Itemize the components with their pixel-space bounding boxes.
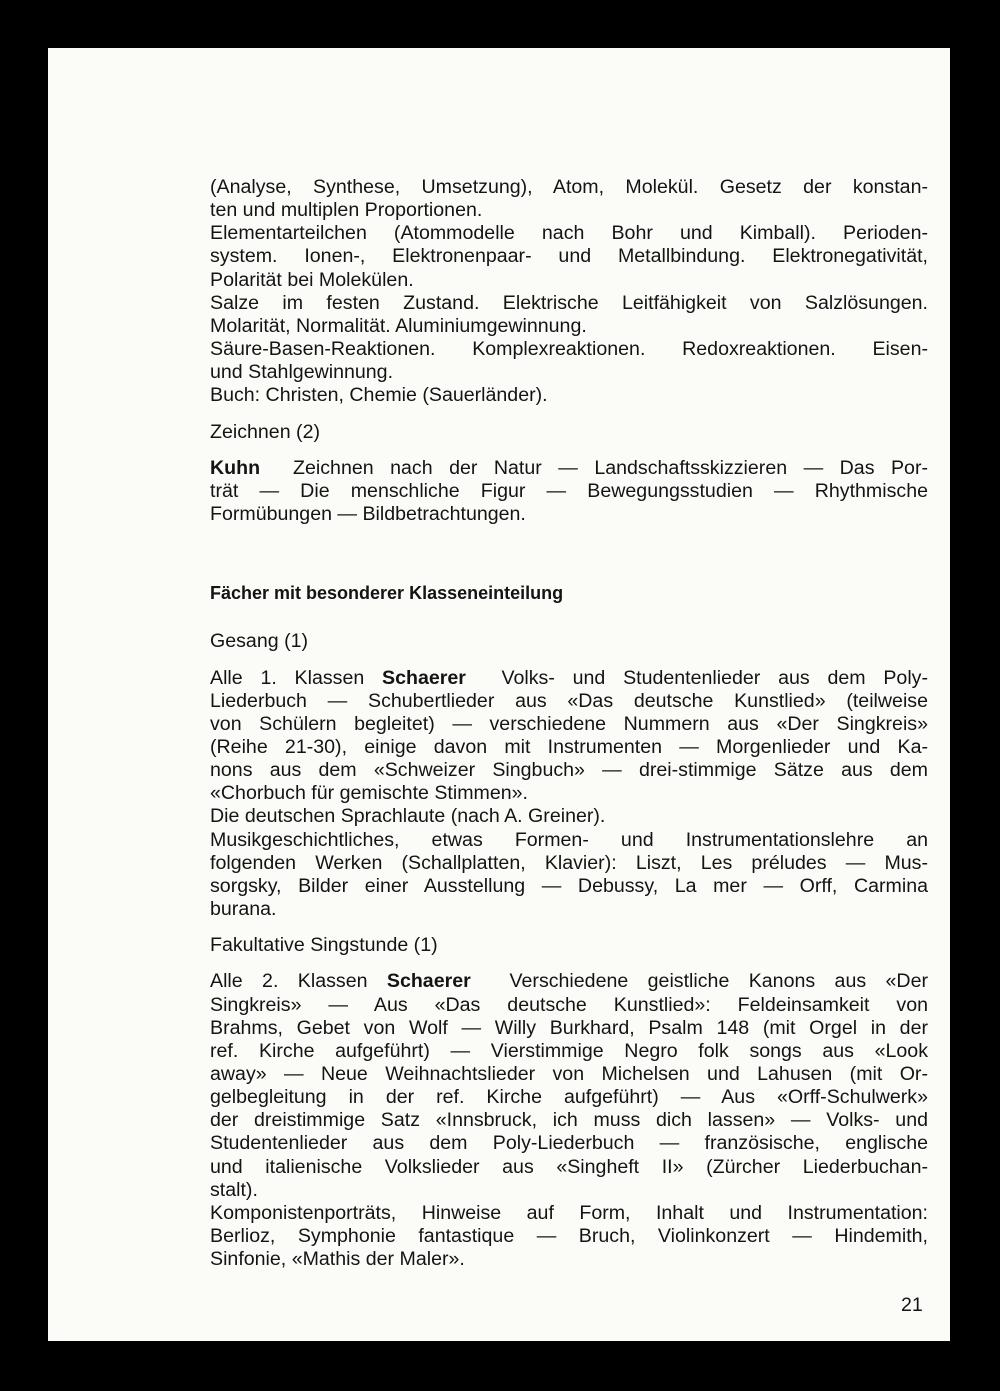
singstunde-line: Sinfonie, «Mathis der Maler». (210, 1248, 465, 1271)
singstunde-line: away» — Neue Weihnachtslieder von Michelsen und Lahusen (mit Or- (210, 1063, 928, 1085)
singstunde-heading: Fakultative Singstunde (1) (210, 934, 438, 957)
zeichnen-first-line-text: Zeichnen nach der Natur — Landschaftsskizzieren — Das Por- (293, 456, 928, 479)
singstunde-line: stalt). (210, 1178, 258, 1201)
singstunde-line: Komponistenporträts, Hinweise auf Form, Inhalt und Instrumentation: (210, 1201, 928, 1224)
singstunde-line: ref. Kirche aufgeführt) — Vierstimmige Negro folk songs aus «Look (210, 1039, 928, 1062)
singstunde-first-line (210, 970, 928, 993)
page-number: 21 (901, 1294, 923, 1316)
singstunde-paragraph (210, 970, 928, 1271)
chemistry-line: Elementarteilchen (Atommodelle nach Bohr und Kimball). Perioden- (210, 222, 928, 245)
gesang-line: Musikgeschichtliches, etwas Formen- und Instrumentationslehre an (210, 828, 928, 851)
zeichnen-heading: Zeichnen (2) (210, 420, 320, 443)
gesang-line: (Reihe 21-30), einige davon mit Instrumenten — Morgenlieder und Ka- (210, 735, 928, 758)
gesang-first-line (210, 667, 928, 690)
chemistry-line: Polarität bei Molekülen. (210, 268, 414, 291)
gesang-line: von Schülern begleitet) — verschiedene Nummern aus «Der Singkreis» (210, 712, 928, 735)
section-heading: Fächer mit besonderer Klasseneinteilung (210, 583, 564, 604)
gesang-line: «Chorbuch für gemischte Stimmen». (210, 782, 528, 805)
zeichnen-line: Formübungen — Bildbetrachtungen. (210, 503, 526, 526)
chemistry-line: Molarität, Normalität. Aluminiumgewinnung. (210, 314, 587, 337)
chemistry-line: Salze im festen Zustand. Elektrische Leitfähigkeit von Salzlösungen. (210, 291, 928, 314)
gesang-line: sorgsky, Bilder einer Ausstellung — Debussy, La mer — Orff, Carmina (210, 874, 928, 897)
chemistry-line: system. Ionen-, Elektronenpaar- und Metallbindung. Elektronegativität, (210, 245, 928, 268)
zeichnen-line: trät — Die menschliche Figur — Bewegungsstudien — Rhythmische (210, 479, 928, 502)
singstunde-teacher: Schaerer (386, 970, 471, 993)
gesang-first-line-text: Volks- und Studentenlieder aus dem Poly- (501, 666, 928, 689)
document-page (48, 48, 950, 1341)
gesang-line: Liederbuch — Schubertlieder aus «Das deutsche Kunstlied» (teilweise (210, 689, 928, 712)
gesang-line: burana. (210, 898, 277, 921)
gesang-line: nons aus dem «Schweizer Singbuch» — drei-stimmige Sätze aus dem (210, 759, 928, 782)
singstunde-line: gelbegleitung in der ref. Kirche aufgeführt) — Aus «Orff-Schulwerk» (210, 1086, 928, 1109)
gesang-teacher: Schaerer (382, 666, 466, 689)
chemistry-line: und Stahlgewinnung. (210, 361, 394, 384)
singstunde-line: Brahms, Gebet von Wolf — Willy Burkhard, Psalm 148 (mit Orgel in der (210, 1016, 928, 1039)
gesang-heading: Gesang (1) (210, 630, 309, 653)
singstunde-line: und italienische Volkslieder aus «Singheft II» (Zürcher Liederbuchan- (210, 1155, 928, 1178)
singstunde-classes: Alle 2. Klassen (210, 970, 368, 993)
gesang-line: Die deutschen Sprachlaute (nach A. Greiner). (210, 805, 606, 828)
chemistry-line: ten und multiplen Proportionen. (210, 199, 483, 222)
page-content (210, 176, 928, 1271)
singstunde-line: der dreistimmige Satz «Innsbruck, ich muss dich lassen» — Volks- und (210, 1109, 928, 1132)
singstunde-line: Studentenlieder aus dem Poly-Liederbuch — französische, englische (210, 1132, 928, 1155)
singstunde-line: Singkreis» — Aus «Das deutsche Kunstlied»: Feldeinsamkeit von (210, 993, 928, 1016)
chemistry-line: Säure-Basen-Reaktionen. Komplexreaktionen. Redoxreaktionen. Eisen- (210, 338, 928, 361)
chemistry-line: (Analyse, Synthese, Umsetzung), Atom, Molekül. Gesetz der konstan- (210, 176, 928, 198)
zeichnen-teacher: Kuhn (210, 456, 261, 479)
gesang-paragraph (210, 667, 928, 922)
chemistry-paragraph (210, 176, 928, 408)
gesang-line: folgenden Werken (Schallplatten, Klavier): Liszt, Les préludes — Mus- (210, 851, 928, 874)
chemistry-line: Buch: Christen, Chemie (Sauerländer). (210, 384, 548, 407)
singstunde-line: Berlioz, Symphonie fantastique — Bruch, Violinkonzert — Hindemith, (210, 1225, 928, 1248)
gesang-classes: Alle 1. Klassen (210, 666, 365, 689)
zeichnen-first-line (210, 457, 928, 480)
singstunde-first-line-text: Verschiedene geistliche Kanons aus «Der (509, 970, 928, 993)
zeichnen-paragraph (210, 457, 928, 526)
